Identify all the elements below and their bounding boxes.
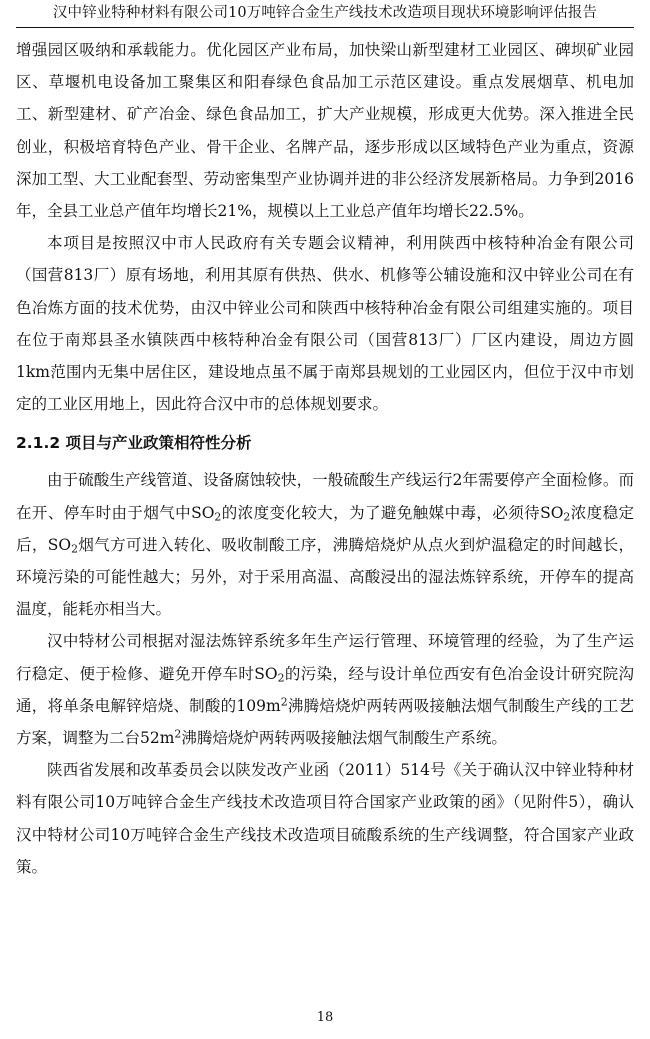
paragraph-acid-line-maintenance — [16, 464, 634, 625]
subscript: 2 — [71, 542, 79, 556]
subscript: 2 — [563, 510, 571, 524]
page-number: 18 — [316, 1010, 334, 1025]
header-rule — [16, 27, 634, 28]
section-heading: 2.1.2 项目与产业政策相符性分析 — [16, 434, 252, 453]
text-run: 沸腾焙烧炉两转两吸接触法烟气制酸生产线的工艺方案，调整为二台52m — [16, 696, 634, 748]
subscript: 2 — [277, 671, 285, 685]
paragraph-industrial-parks: 增强园区吸纳和承载能力。优化园区产业布局，加快梁山新型建材工业园区、碑坝矿业园区、草堰机电设备加工聚集区和阳春绿色食品加工示范区建设。重点发展烟草、机电加工、新型建材、矿产冶金、绿色食品加工，扩大产业规模，形成更大优势。深入推进全民创业，积极培育特色产业、骨干企业、名牌产品，逐步形成以区域特色产业为重点，资源深加工型、大工业配套型、劳动密集型产业协调并进的非公经济发展新格局。力争到2016年，全县工业总产值年均增长21%，规模以上工业总产值年均增长22.5%。 — [16, 41, 634, 221]
subscript: 2 — [214, 510, 222, 524]
text-run: 的浓度变化较大，为了避免触媒中毒，必须待SO — [221, 503, 564, 522]
superscript: 2 — [280, 695, 288, 709]
paragraph-policy-confirmation: 陕西省发展和改革委员会以陕发改产业函（2011）514号《关于确认汉中锌业特种材料有限公司10万吨锌合金生产线技术改造项目符合国家产业政策的函》（见附件5），确认汉中特材公司10万吨锌合金生产线技术改造项目硫酸系统的生产线调整，符合国家产业政策。 — [16, 761, 634, 876]
paragraph-project-site: 本项目是按照汉中市人民政府有关专题会议精神，利用陕西中核特种冶金有限公司（国营813厂）原有场地，利用其原有供热、供水、机修等公辅设施和汉中锌业公司在有色冶炼方面的技术优势，由汉中锌业公司和陕西中核特种冶金有限公司组建实施的。项目在位于南郑县圣水镇陕西中核特种冶金有限公司（国营813厂）厂区内建设，周边方圆1km范围内无集中居住区，建设地点虽不属于南郑县规划的工业园区内，但位于汉中市划定的工业区用地上，因此符合汉中市的总体规划要求。 — [16, 234, 634, 414]
text-run: 由于硫酸生产线管道、设备腐蚀较快，一般硫酸生产线运行2年需要停产全面检修。而在开、停车时由于烟气中SO — [16, 471, 634, 522]
paragraph-process-adjustment — [16, 625, 634, 754]
text-run: 沸腾焙烧炉两转两吸接触法烟气制酸生产系统。 — [181, 729, 507, 748]
page-body — [16, 34, 634, 883]
text-run: 汉中特材公司根据对湿法炼锌系统多年生产运行管理、环境管理的经验，为了生产运行稳定、便于检修、避免开停车时SO — [16, 632, 634, 683]
superscript: 2 — [174, 727, 182, 741]
text-run: 浓度稳定后，SO — [16, 503, 634, 554]
running-header: 汉中锌业特种材料有限公司10万吨锌合金生产线技术改造项目现状环境影响评估报告 — [52, 5, 598, 21]
text-run: 烟气方可进入转化、吸收制酸工序，沸腾焙烧炉从点火到炉温稳定的时间越长，环境污染的可能性越大；另外，对于采用高温、高酸浸出的湿法炼锌系统，开停车的提高温度，能耗亦相当大。 — [16, 535, 634, 619]
text-run: 的污染，经与设计单位西安有色冶金设计研究院沟通，将单条电解锌焙烧、制酸的109m — [16, 664, 634, 715]
